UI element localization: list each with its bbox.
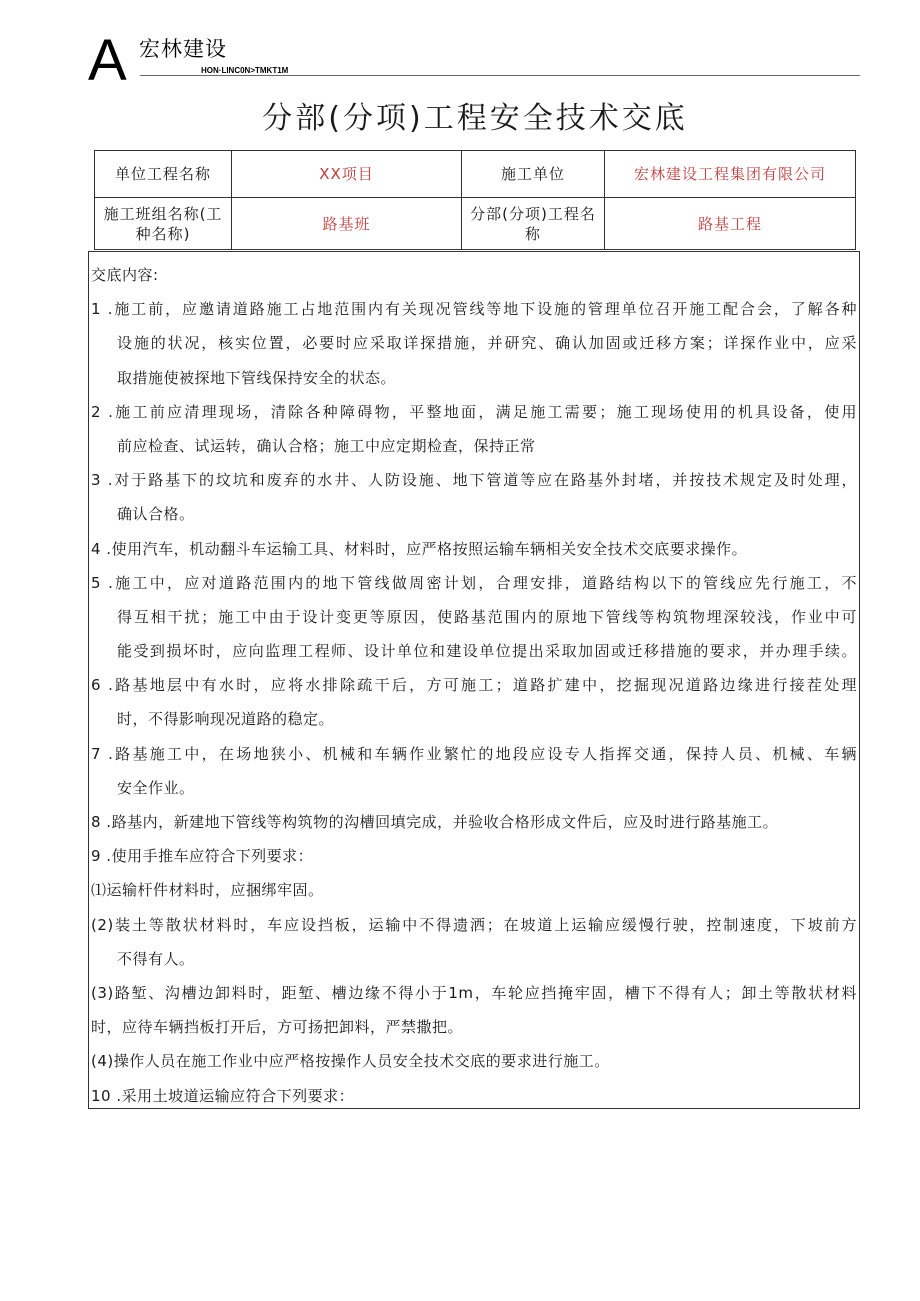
content-line: (3)路堑、沟槽边卸料时，距堑、槽边缘不得小于1m，车轮应挡掩牢固，槽下不得有人；卸土等散状材料 [91, 983, 857, 1002]
team-label [95, 198, 232, 250]
info-row [95, 151, 856, 198]
content-line: 取措施使被探地下管线保持安全的状态。 [117, 368, 397, 387]
unit-project-value: XX项目 [232, 151, 462, 198]
content-body [91, 258, 857, 1113]
subproject-label-line1: 分部(分项)工程名 [470, 204, 596, 223]
unit-project-label: 单位工程名称 [95, 151, 232, 198]
content-line: ⑴运输杆件材料时，应捆绑牢固。 [91, 881, 324, 900]
content-line: 4 .使用汽车，机动翻斗车运输工具、材料时，应严格按照运输车辆相关安全技术交底要求操作。 [91, 539, 748, 558]
header-divider [140, 75, 860, 76]
content-line: 7 .路基施工中，在场地狭小、机械和车辆作业繁忙的地段应设专人指挥交通，保持人员、机械、车辆 [91, 744, 857, 763]
content-line: 5 .施工中，应对道路范围内的地下管线做周密计划，合理安排，道路结构以下的管线应先行施工，不 [91, 573, 857, 592]
document-title: 分部(分项)工程安全技术交底 [262, 101, 688, 136]
content-line: 9 .使用手推车应符合下列要求： [91, 847, 314, 866]
content-line: 前应检查、试运转，确认合格；施工中应定期检查，保持正常 [117, 436, 536, 455]
content-line: 3 .对于路基下的坟坑和废弃的水井、人防设施、地下管道等应在路基外封堵，并按技术规定及时处理， [91, 471, 857, 490]
content-line: 设施的状况，核实位置，必要时应采取详探措施，并研究、确认加固或迁移方案；详探作业中，应采 [117, 334, 857, 353]
content-line: (2)装土等散状材料时，车应设挡板，运输中不得遗洒；在坡道上运输应缓慢行驶，控制速度，下坡前方 [91, 915, 857, 934]
company-name-en: HON·LINC0N>TMKT1M [201, 66, 289, 75]
project-info-table [94, 150, 856, 250]
company-name-cn: 宏林建设 [139, 37, 227, 61]
subproject-label [462, 198, 605, 250]
team-label-line2: 种名称) [135, 224, 191, 243]
content-line: 不得有人。 [117, 949, 195, 968]
content-heading: 交底内容: [91, 266, 159, 284]
content-line: 时，应待车辆挡板打开后，方可扬把卸料，严禁撒把。 [91, 1018, 464, 1037]
subproject-label-line2: 称 [524, 224, 541, 243]
content-line: 2 .施工前应清理现场，清除各种障碍物，平整地面，满足施工需要；施工现场使用的机具设备，使用 [91, 402, 857, 421]
construction-unit-label: 施工单位 [462, 151, 605, 198]
content-box [88, 251, 860, 1109]
info-row [95, 198, 856, 250]
team-value: 路基班 [232, 198, 462, 250]
content-line: 安全作业。 [117, 778, 195, 797]
construction-unit-value: 宏林建设工程集团有限公司 [605, 151, 856, 198]
content-line: 能受到损坏时，应向监理工程师、设计单位和建设单位提出采取加固或迁移措施的要求，并办理手续。 [117, 642, 857, 661]
subproject-value: 路基工程 [605, 198, 856, 250]
logo-letter: A [88, 28, 127, 93]
content-line: 10 .采用土坡道运输应符合下列要求： [91, 1086, 355, 1105]
content-line: 6 .路基地层中有水时，应将水排除疏干后，方可施工；道路扩建中，挖掘现况道路边缘进行接茬处理 [91, 676, 857, 695]
content-line: 1 .施工前，应邀请道路施工占地范围内有关现况管线等地下设施的管理单位召开施工配合会，了解各种 [91, 300, 857, 319]
content-line: 8 .路基内，新建地下管线等构筑物的沟槽回填完成，并验收合格形成文件后，应及时进行路基施工。 [91, 813, 779, 831]
content-line: 时，不得影响现况道路的稳定。 [117, 710, 335, 729]
content-line: 得互相干扰；施工中由于设计变更等原因，使路基范围内的原地下管线等构筑物埋深较浅，作业中可 [117, 607, 857, 626]
team-label-line1: 施工班组名称(工 [103, 204, 223, 223]
content-line: 确认合格。 [117, 505, 195, 524]
content-line: (4)操作人员在施工作业中应严格按操作人员安全技术交底的要求进行施工。 [91, 1052, 610, 1071]
